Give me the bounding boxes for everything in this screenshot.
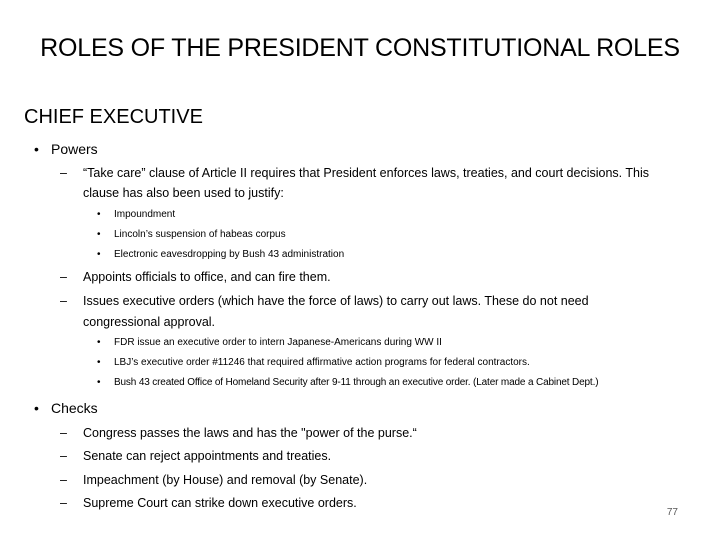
executive-orders-text-continued: congressional approval. (83, 315, 216, 329)
bullet-dot: • (97, 229, 101, 240)
exec-order-item-fdr: FDR issue an executive order to intern Japanese-Americans during WW II (114, 337, 442, 348)
exec-order-item-bush: Bush 43 created Office of Homeland Security after 9-11 through an executive order. (Later made a Cabinet Dept.) (114, 377, 599, 388)
check-item-senate: Senate can reject appointments and treaties. (83, 449, 332, 463)
take-care-text: “Take care” clause of Article II requires that President enforces laws, treaties, and court decisions. This (83, 166, 650, 180)
section-heading: CHIEF EXECUTIVE (24, 106, 203, 128)
checks-label: Checks (51, 400, 98, 416)
bullet-dash: – (60, 449, 67, 463)
bullet-dot: • (34, 400, 39, 416)
bullet-dot: • (97, 377, 101, 388)
justify-item-eavesdropping: Electronic eavesdropping by Bush 43 administration (114, 249, 345, 260)
bullet-dash: – (60, 473, 67, 487)
powers-label: Powers (51, 141, 98, 157)
check-item-supreme-court: Supreme Court can strike down executive orders. (83, 496, 357, 510)
page-number: 77 (666, 507, 678, 518)
exec-order-item-lbj: LBJ’s executive order #11246 that required affirmative action programs for federal contractors. (114, 357, 530, 368)
appoints-text: Appoints officials to office, and can fire them. (83, 270, 331, 284)
executive-orders-text: Issues executive orders (which have the force of laws) to carry out laws. These do not need (83, 294, 589, 308)
bullet-dot: • (97, 357, 101, 368)
bullet-dot: • (97, 209, 101, 220)
justify-item-impoundment: Impoundment (114, 209, 176, 220)
bullet-dash: – (60, 270, 67, 284)
bullet-dot: • (97, 337, 101, 348)
bullet-dash: – (60, 166, 67, 180)
bullet-dash: – (60, 496, 67, 510)
justify-item-habeas-corpus: Lincoln’s suspension of habeas corpus (114, 229, 286, 240)
bullet-dot: • (97, 249, 101, 260)
take-care-text-continued: clause has also been used to justify: (83, 186, 284, 200)
bullet-dash: – (60, 294, 67, 308)
check-item-impeachment: Impeachment (by House) and removal (by Senate). (83, 473, 368, 487)
check-item-congress: Congress passes the laws and has the "power of the purse.“ (83, 426, 417, 440)
bullet-dot: • (34, 141, 39, 157)
bullet-dash: – (60, 426, 67, 440)
slide-title: ROLES OF THE PRESIDENT CONSTITUTIONAL ROLES (40, 34, 680, 62)
